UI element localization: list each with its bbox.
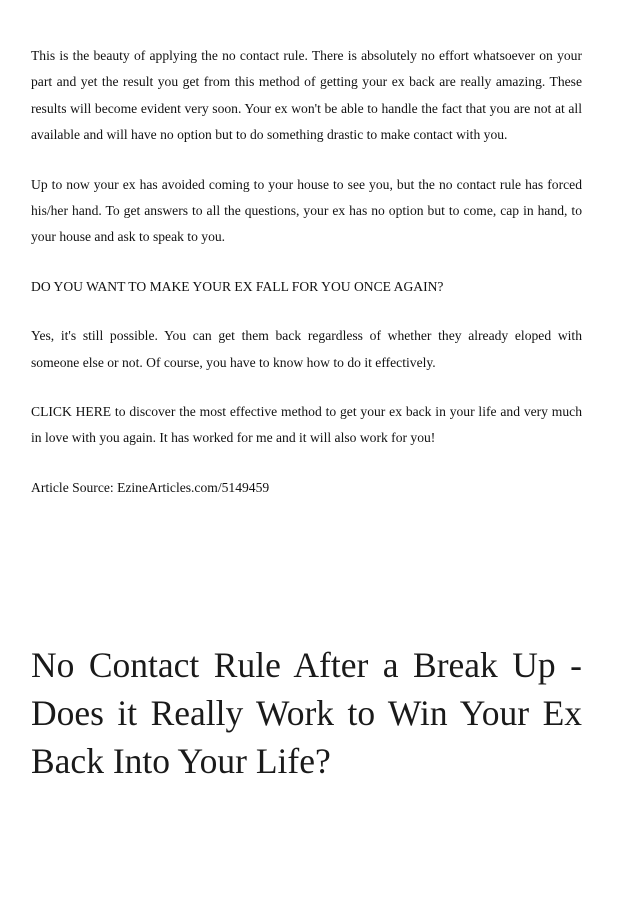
article-title: No Contact Rule After a Break Up - Does it Really Work to Win Your Ex Back Into Your Life? xyxy=(31,645,582,781)
paragraph-still-possible: Yes, it's still possible. You can get them back regardless of whether they already eloped with someone else or not. Of course, you have to know how to do it effectively. xyxy=(31,328,582,370)
article-body xyxy=(31,43,582,524)
paragraph-no-contact-beauty: This is the beauty of applying the no contact rule. There is absolutely no effort whatsoever on your part and yet the result you get from this method of getting your ex back are really amazing. These results will become evident very soon. Your ex won't be able to handle the fact that you are not at all available and will have no option but to do something drastic to make contact with you. xyxy=(31,48,582,143)
paragraph-call-to-action-heading: DO YOU WANT TO MAKE YOUR EX FALL FOR YOU ONCE AGAIN? xyxy=(31,278,444,294)
paragraph-click-here: CLICK HERE to discover the most effective method to get your ex back in your life and very much in love with you again. It has worked for me and it will also work for you! xyxy=(31,404,582,446)
article-source: Article Source: EzineArticles.com/5149459 xyxy=(31,479,270,495)
paragraph-ex-forced-hand: Up to now your ex has avoided coming to your house to see you, but the no contact rule has forced his/her hand. To get answers to all the questions, your ex has no option but to come, cap in hand, to your house and ask to speak to you. xyxy=(31,176,582,245)
